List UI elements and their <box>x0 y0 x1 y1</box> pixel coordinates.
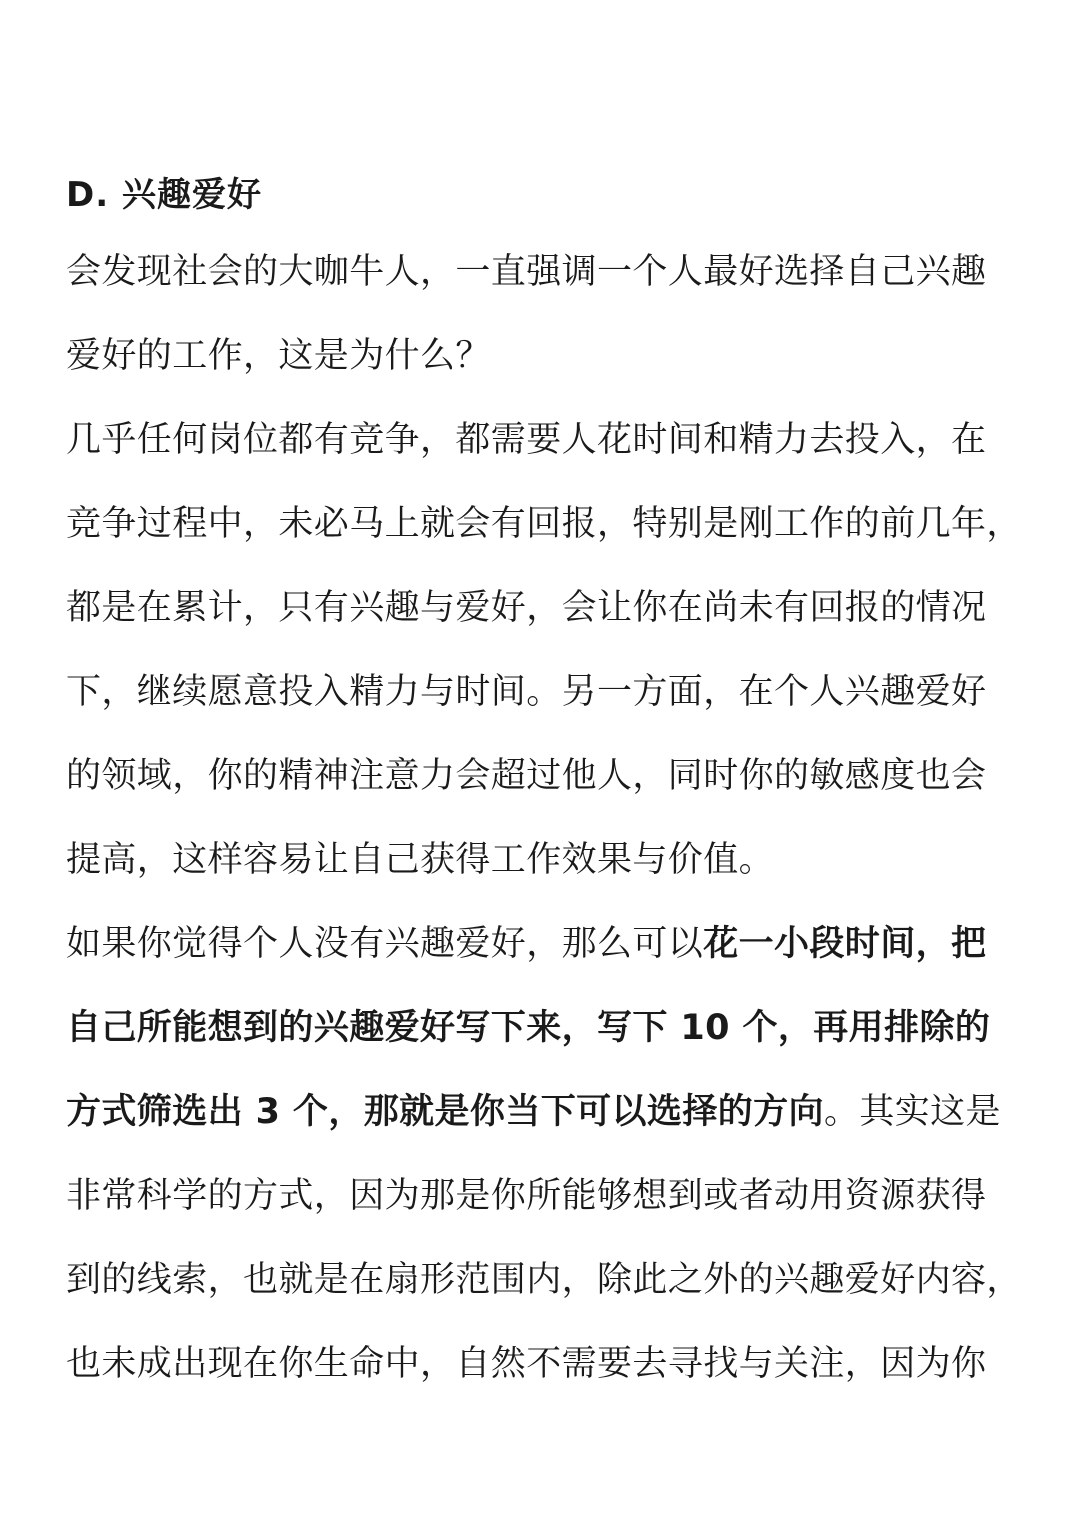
paragraph-3 <box>66 902 1020 1406</box>
paragraph-2 <box>66 398 1020 902</box>
plain-text: 如果你觉得个人没有兴趣爱好，那么可以 <box>66 924 704 964</box>
paragraph-line <box>66 902 1020 986</box>
paragraph-line: 非常科学的方式，因为那是你所能够想到或者动用资源获得 <box>66 1176 987 1216</box>
paragraph-line: 下，继续愿意投入精力与时间。另一方面，在个人兴趣爱好 <box>66 672 987 712</box>
bold-emphasis-text: 方式筛选出 3 个，那就是你当下可以选择的方向 <box>66 1092 824 1132</box>
paragraph-line: 爱好的工作，这是为什么？ <box>66 336 491 376</box>
paragraph-1 <box>66 230 1020 398</box>
plain-text: 。其实这是 <box>823 1092 1001 1132</box>
article-body <box>66 160 1020 1406</box>
paragraph-line: 也未成出现在你生命中，自然不需要去寻找与关注，因为你 <box>66 1344 987 1384</box>
paragraph-line: 几乎任何岗位都有竞争，都需要人花时间和精力去投入，在 <box>66 420 987 460</box>
bold-emphasis-line: 自己所能想到的兴趣爱好写下来，写下 10 个，再用排除的 <box>66 1008 991 1048</box>
paragraph-line: 会发现社会的大咖牛人，一直强调一个人最好选择自己兴趣 <box>66 252 987 292</box>
paragraph-line: 竞争过程中，未必马上就会有回报，特别是刚工作的前几年， <box>66 504 1022 544</box>
paragraph-line: 的领域，你的精神注意力会超过他人，同时你的敏感度也会 <box>66 756 987 796</box>
paragraph-line: 到的线索，也就是在扇形范围内，除此之外的兴趣爱好内容， <box>66 1260 1022 1300</box>
bold-emphasis-text: 花一小段时间，把 <box>703 924 987 964</box>
section-heading: D. 兴趣爱好 <box>66 175 262 215</box>
paragraph-line: 提高，这样容易让自己获得工作效果与价值。 <box>66 840 775 880</box>
paragraph-line <box>66 1070 1020 1154</box>
paragraph-line: 都是在累计，只有兴趣与爱好，会让你在尚未有回报的情况 <box>66 588 987 628</box>
